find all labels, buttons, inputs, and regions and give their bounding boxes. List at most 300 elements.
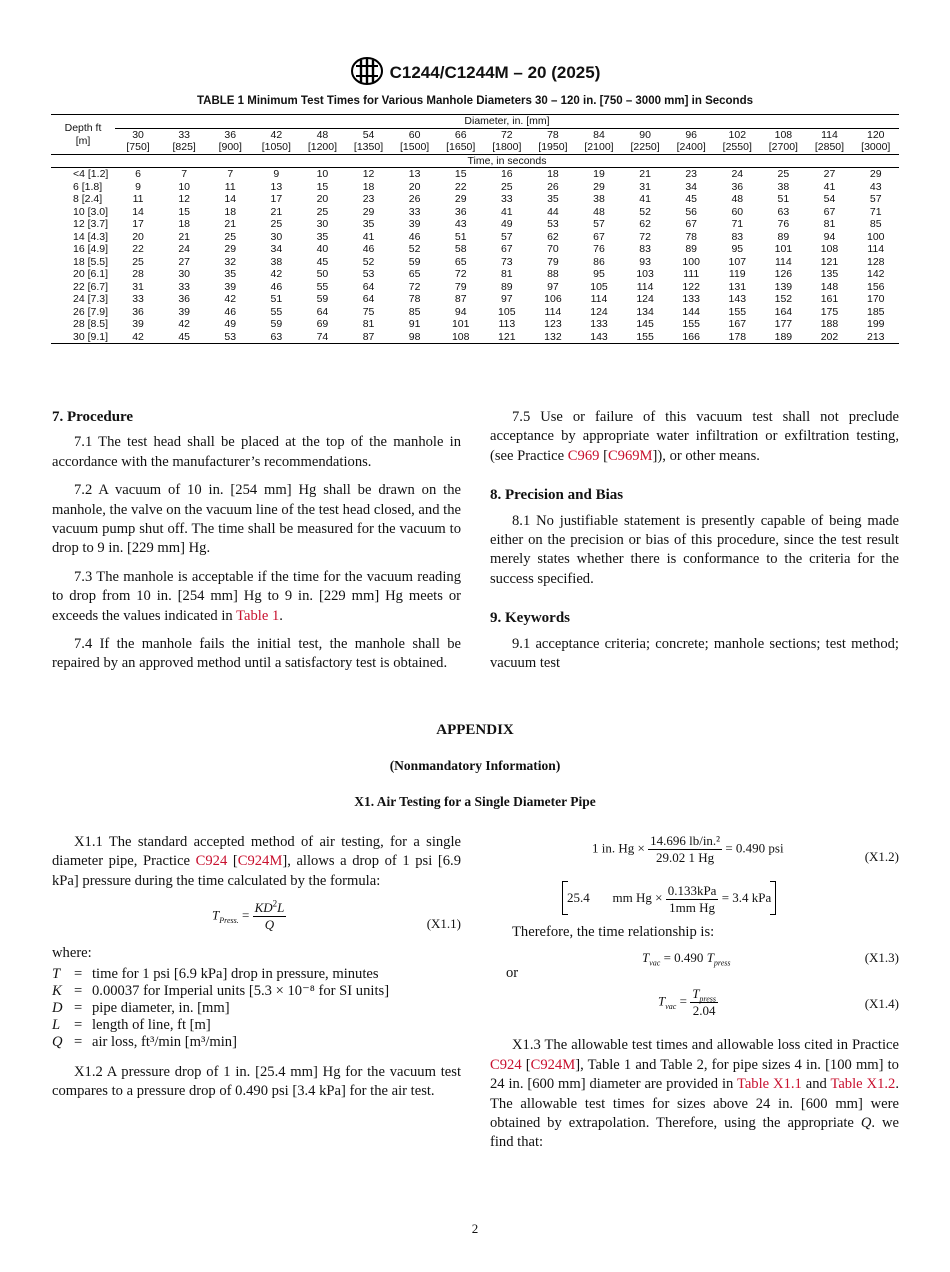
time-cell: 100: [682, 255, 700, 268]
table-1-link[interactable]: Table 1: [236, 607, 280, 624]
time-cell: 85: [869, 218, 882, 230]
appendix-right-column: [490, 833, 899, 1162]
equation-x1-4: $T_{vac}$ = $\frac{T_{press}}{2.04}$ (X1.4): [658, 986, 899, 1019]
time-cell: 177: [774, 318, 793, 330]
table-row: [51, 306, 899, 319]
time-cell: 67: [500, 243, 513, 255]
time-cell: 39: [224, 280, 237, 293]
time-cell: 51: [777, 193, 790, 205]
time-cell: 22: [454, 180, 467, 193]
time-cell: 75: [362, 305, 375, 318]
table-1: [51, 114, 899, 344]
variable-definitions: [52, 966, 461, 1051]
depth-header-m: [m]: [75, 134, 91, 147]
diameter-mm-cell: [1350]: [345, 141, 391, 154]
time-cell: 45: [685, 193, 698, 205]
diameter-mm-cell: [1950]: [530, 141, 576, 154]
time-cell: 72: [454, 268, 467, 280]
time-cell: 185: [866, 305, 885, 318]
time-cell: 25: [777, 168, 790, 180]
equation-x1-3-number: (X1.3): [864, 950, 899, 966]
time-cell: 59: [408, 255, 421, 268]
definition-text: time for 1 psi [6.9 kPa] drop in pressure, minutes: [92, 965, 379, 982]
table-row: [51, 243, 899, 256]
diameter-in-row: [51, 128, 899, 141]
time-cell: 97: [500, 293, 513, 305]
time-cell: 11: [224, 180, 236, 193]
diameter-mm-cell: [3000]: [853, 141, 899, 154]
appendix-left-column: [52, 833, 461, 1110]
time-cell: 39: [178, 305, 190, 318]
time-cell: 27: [823, 168, 836, 180]
time-cell: 152: [774, 293, 793, 305]
para-7-1: 7.1 The test head shall be placed at the top of the manhole in accordance with the manufacturer’s recommendations.: [52, 434, 461, 470]
time-cell: 54: [823, 193, 836, 205]
time-cell: 114: [867, 243, 885, 255]
time-cell: 18: [224, 205, 237, 218]
para-7-2: 7.2 A vacuum of 10 in. [254 mm] Hg shall be drawn on the manhole, the valve on the vacuum line of the test head closed, and the vacuum pump shut off. The time shall be measured for the vacuum to drop to 9 in. [229 mm] Hg.: [52, 482, 461, 557]
diameter-mm-row: [51, 141, 899, 154]
time-cell: 38: [777, 180, 790, 193]
time-cell: 114: [590, 293, 608, 305]
time-cell: 39: [408, 218, 421, 230]
time-cell: 133: [590, 318, 608, 330]
time-cell: 143: [728, 293, 747, 305]
section-8-title: 8. Precision and Bias: [490, 487, 624, 504]
para-9-1: 9.1 acceptance criteria; concrete; manhole sections; test method; vacuum test: [490, 635, 899, 672]
time-cell: 65: [408, 268, 421, 280]
time-cell: 76: [593, 243, 605, 255]
depth-cell: 10 [3.0]: [73, 205, 109, 218]
time-cell: 113: [498, 318, 516, 330]
c924-link-2[interactable]: C924: [490, 1056, 522, 1073]
diameter-in-cell: 114: [821, 128, 838, 141]
depth-cell: 16 [4.9]: [73, 243, 109, 255]
definition-symbol: K: [52, 982, 62, 999]
time-cell: 39: [132, 318, 144, 330]
time-cell: 42: [178, 318, 190, 330]
therefore-line: Therefore, the time relationship is:: [512, 924, 715, 940]
time-cell: 43: [454, 218, 467, 230]
diameter-mm-cell: [825]: [161, 141, 207, 154]
time-cell: 57: [593, 218, 605, 230]
time-cell: 18: [178, 218, 190, 230]
time-cell: 30: [316, 218, 329, 230]
time-cell: 62: [547, 230, 559, 243]
diameter-in-cell: 54: [362, 128, 375, 141]
time-cell: 25: [224, 230, 237, 243]
time-cell: 65: [454, 255, 467, 268]
table-row: [51, 231, 899, 244]
time-cell: 29: [224, 243, 237, 255]
time-cell: 36: [731, 180, 744, 193]
time-cell: 128: [866, 255, 885, 268]
diameter-in-cell: 30: [132, 128, 144, 141]
time-cell: 31: [639, 180, 651, 193]
time-cell: 44: [547, 205, 559, 218]
time-cell: 131: [728, 280, 747, 293]
para-x1-3: X1.3 The allowable test times and allowable loss cited in Practice C924 [C924M], Table 1 and Table 2, for pipe sizes 4 in. [100 mm] to 24 in. [600 mm] diameter are provided in Table X1.1 and Table X1.2. The allowable test times for sizes above 24 in. [600 mm] were obtained by extrapolation. Therefore, using the appropriate Q. we find that:: [490, 1037, 899, 1151]
time-cell: 24: [731, 168, 744, 180]
depth-cell: 8 [2.4]: [73, 193, 103, 205]
time-cell: 40: [316, 243, 329, 255]
time-cell: 25: [500, 180, 513, 193]
document-designation: C1244/C1244M – 20 (2025): [389, 62, 601, 82]
time-cell: 25: [316, 205, 329, 218]
depth-cell: 26 [7.9]: [73, 305, 109, 318]
diameter-in-cell: 108: [774, 128, 793, 141]
time-cell: 60: [731, 205, 744, 218]
time-cell: 87: [454, 293, 467, 305]
time-cell: 9: [273, 168, 280, 180]
para-x1-1: X1.1 The standard accepted method of air testing, for a single diameter pipe, Practice C924 [C924M], allows a drop of 1 psi [6.9 kPa] pressure during the time calculated by the formula:: [52, 834, 461, 889]
equation-x1-2: 1 in. Hg × $\frac{\text{14.696 lb/in.²}}{29.02 1 Hg}$ = 0.490 psi (X1.2): [592, 833, 899, 865]
document-header: [0, 56, 950, 91]
time-cell: 156: [866, 280, 885, 293]
time-cell: 79: [547, 255, 559, 268]
time-cell: 51: [454, 230, 467, 243]
definition-symbol: Q: [52, 1033, 63, 1050]
time-cell: 21: [224, 218, 237, 230]
table-x1-1-link[interactable]: Table X1.1: [736, 1076, 802, 1093]
time-cell: 81: [362, 318, 375, 330]
time-cell: 79: [454, 280, 467, 293]
time-cell: 11: [132, 193, 144, 205]
time-cell: 98: [392, 331, 438, 344]
time-cell: 76: [777, 218, 790, 230]
time-cell: 105: [590, 280, 608, 293]
time-cell: 21: [178, 230, 190, 243]
definition-row: K = 0.00037 for Imperial units [5.3 × 10⁻⁸ for SI units]: [52, 982, 390, 999]
time-cell: 53: [547, 218, 559, 230]
time-cell: 7: [227, 168, 234, 180]
time-cell: 15: [454, 168, 467, 180]
equation-x1-1: $T_{Press.}$ = $\frac{KD^2L}{Q}$ (X1.1): [212, 898, 461, 933]
time-cell: 121: [820, 255, 839, 268]
time-cell: 101: [774, 243, 793, 255]
time-cell: 27: [178, 255, 190, 268]
time-cell: 166: [668, 331, 714, 344]
definition-row: D = pipe diameter, in. [mm]: [52, 999, 230, 1016]
time-cell: 114: [636, 280, 654, 293]
time-cell: 73: [500, 255, 513, 268]
time-cell: 36: [132, 305, 144, 318]
time-cell: 148: [820, 280, 839, 293]
diameter-in-cell: 96: [685, 128, 698, 141]
time-cell: 111: [683, 268, 700, 280]
time-cell: 24: [178, 243, 190, 255]
time-cell: 72: [639, 230, 651, 243]
time-cell: 89: [500, 280, 513, 293]
definition-row: T = time for 1 psi [6.9 kPa] drop in pressure, minutes: [52, 965, 379, 982]
time-cell: 59: [270, 318, 283, 330]
time-cell: 155: [682, 318, 700, 330]
time-cell: 18: [547, 168, 559, 180]
diameter-mm-cell: [2400]: [668, 141, 714, 154]
time-cell: 34: [685, 180, 698, 193]
appendix-subtitle: (Nonmandatory Information): [389, 758, 561, 773]
table-row: [51, 218, 899, 231]
c969m-link[interactable]: C969M: [607, 447, 653, 464]
diameter-in-cell: 72: [500, 128, 513, 141]
c924-link[interactable]: C924: [195, 853, 228, 870]
diameter-mm-cell: [2850]: [806, 141, 852, 154]
time-cell: 10: [178, 180, 190, 193]
time-cell: 139: [774, 280, 793, 293]
time-cell: 81: [500, 268, 513, 280]
section-7-title: 7. Procedure: [52, 409, 134, 425]
time-cell: 64: [316, 305, 329, 318]
equation-x1-3: $T_{vac} = 0.490$ $T_{press}$ (X1.3): [642, 950, 899, 968]
definition-text: length of line, ft [m]: [92, 1016, 211, 1033]
time-cell: 15: [316, 180, 329, 193]
time-cell: 13: [270, 180, 283, 193]
time-cell: 94: [454, 305, 467, 318]
time-cell: 95: [593, 268, 605, 280]
time-cell: 64: [362, 293, 375, 305]
time-cell: 108: [820, 243, 839, 255]
diameter-mm-cell: [1200]: [299, 141, 345, 154]
appendix-title: APPENDIX: [436, 722, 514, 738]
diameter-mm-cell: [1050]: [253, 141, 299, 154]
time-cell: 83: [639, 243, 651, 255]
time-cell: 133: [682, 293, 700, 305]
table-row: [51, 281, 899, 294]
time-cell: 50: [316, 268, 329, 280]
depth-cell: 14 [4.3]: [73, 230, 109, 243]
time-cell: 122: [682, 280, 700, 293]
diameter-header: Diameter, in. [mm]: [115, 115, 899, 129]
diameter-mm-cell: [2250]: [622, 141, 668, 154]
para-x1-2: X1.2 A pressure drop of 1 in. [25.4 mm] Hg for the vacuum test compares to a pressure drop of 0.490 psi [3.4 kPa] for the air test.: [52, 1063, 461, 1100]
table-1-body: [51, 168, 899, 344]
diameter-mm-cell: [2100]: [576, 141, 622, 154]
definition-symbol: T: [52, 965, 61, 982]
depth-header: [51, 115, 115, 155]
time-cell: 33: [178, 280, 190, 293]
time-cell: 53: [207, 331, 253, 344]
time-cell: 41: [823, 180, 836, 193]
time-cell: 83: [731, 230, 744, 243]
time-cell: 25: [132, 255, 144, 268]
time-cell: 49: [224, 318, 237, 330]
time-cell: 32: [224, 255, 237, 268]
time-cell: 33: [408, 205, 421, 218]
time-cell: 45: [316, 255, 329, 268]
time-cell: 124: [636, 293, 654, 305]
time-cell: 119: [728, 268, 746, 280]
or-label: or: [506, 965, 519, 982]
diameter-mm-cell: [1500]: [392, 141, 438, 154]
depth-cell: 22 [6.7]: [73, 280, 109, 293]
time-cell: 29: [869, 168, 882, 180]
time-cell: 93: [639, 255, 651, 268]
time-cell: 49: [500, 218, 513, 230]
time-cell: 67: [685, 218, 698, 230]
time-cell: 52: [639, 205, 651, 218]
table-row: [51, 168, 899, 181]
time-cell: 97: [547, 280, 559, 293]
definition-symbol: D: [52, 999, 63, 1016]
definition-text: air loss, ft³/min [m³/min]: [92, 1033, 237, 1050]
time-cell: 123: [544, 318, 562, 330]
depth-cell: <4 [1.2]: [73, 168, 109, 180]
time-cell: 46: [224, 305, 237, 318]
c924m-link[interactable]: C924M: [237, 853, 283, 870]
time-cell: 135: [820, 268, 839, 280]
diameter-in-cell: 90: [639, 128, 651, 141]
time-header: Time, in seconds: [115, 154, 899, 168]
time-cell: 155: [622, 331, 668, 344]
definition-text: pipe diameter, in. [mm]: [92, 999, 230, 1016]
time-cell: 213: [853, 331, 899, 344]
table-row: [51, 293, 899, 306]
time-cell: 23: [362, 193, 375, 205]
time-cell: 34: [270, 243, 283, 255]
time-cell: 87: [345, 331, 391, 344]
time-cell: 36: [178, 293, 190, 305]
table-row: [51, 318, 899, 331]
time-cell: 20: [132, 230, 144, 243]
time-cell: 38: [270, 255, 283, 268]
time-cell: 106: [544, 293, 562, 305]
time-cell: 72: [408, 280, 421, 293]
time-cell: 89: [777, 230, 790, 243]
definition-text: 0.00037 for Imperial units [5.3 × 10⁻⁸ for SI units]: [92, 982, 390, 999]
time-cell: 35: [316, 230, 329, 243]
time-cell: 70: [547, 243, 559, 255]
time-cell: 63: [253, 331, 299, 344]
time-cell: 86: [593, 255, 605, 268]
time-cell: 29: [454, 193, 467, 205]
table-x1-2-link[interactable]: Table X1.2: [830, 1076, 896, 1093]
time-cell: 100: [866, 230, 885, 243]
time-cell: 134: [636, 305, 654, 318]
time-cell: 114: [775, 255, 792, 268]
time-cell: 155: [728, 305, 747, 318]
time-cell: 63: [777, 205, 790, 218]
time-cell: 19: [593, 168, 605, 180]
time-cell: 13: [408, 168, 421, 180]
time-cell: 51: [270, 293, 283, 305]
diameter-in-cell: 102: [728, 128, 747, 141]
time-cell: 14: [224, 193, 237, 205]
time-cell: 55: [316, 280, 329, 293]
time-cell: 167: [728, 318, 747, 330]
diameter-in-cell: 33: [178, 128, 190, 141]
time-cell: 20: [316, 193, 329, 205]
diameter-mm-cell: [1650]: [438, 141, 484, 154]
time-cell: 105: [498, 305, 516, 318]
equation-x1-2b: 25.4 mm Hg × $\frac{\text{0.133kPa}}{\text{1mm Hg}}$ = 3.4 kPa: [490, 879, 899, 923]
diameter-in-cell: 120: [866, 128, 885, 141]
right-column: [490, 408, 899, 682]
time-cell: 23: [685, 168, 698, 180]
time-cell: 145: [636, 318, 654, 330]
time-cell: 35: [547, 193, 559, 205]
depth-cell: 12 [3.7]: [73, 218, 109, 230]
time-cell: 81: [823, 218, 836, 230]
depth-cell: 28 [8.5]: [73, 318, 109, 330]
table-row: [51, 256, 899, 269]
time-cell: 144: [682, 305, 700, 318]
diameter-in-cell: 48: [316, 128, 329, 141]
time-cell: 18: [362, 180, 375, 193]
time-cell: 52: [408, 243, 421, 255]
time-cell: 124: [590, 305, 608, 318]
time-cell: 41: [639, 193, 651, 205]
diameter-in-cell: 60: [408, 128, 421, 141]
time-cell: 41: [362, 230, 375, 243]
time-cell: 21: [639, 168, 651, 180]
time-cell: 175: [820, 305, 839, 318]
time-cell: 48: [593, 205, 605, 218]
time-cell: 26: [408, 193, 421, 205]
c969-link[interactable]: C969: [567, 447, 600, 464]
time-cell: 132: [530, 331, 576, 344]
time-cell: 114: [544, 305, 562, 318]
time-cell: 17: [270, 193, 283, 205]
time-cell: 42: [270, 268, 283, 280]
time-cell: 30: [178, 268, 190, 280]
diameter-mm-cell: [2700]: [760, 141, 806, 154]
time-cell: 35: [362, 218, 375, 230]
table-row: [51, 268, 899, 281]
time-cell: 71: [731, 218, 744, 230]
time-cell: 55: [270, 305, 283, 318]
definition-row: L = length of line, ft [m]: [52, 1016, 211, 1033]
depth-cell: 20 [6.1]: [73, 268, 109, 280]
time-cell: 46: [362, 243, 375, 255]
time-cell: 10: [316, 168, 329, 180]
time-cell: 33: [500, 193, 513, 205]
left-column: [52, 408, 461, 683]
time-cell: 48: [731, 193, 744, 205]
time-cell: 43: [869, 180, 882, 193]
time-cell: 78: [408, 293, 421, 305]
time-cell: 103: [636, 268, 654, 280]
para-8-1: 8.1 No justifiable statement is presently capable of being made either on the precision or bias of this procedure, since the test result merely states whether there is conformance to the criteria for the success specified.: [490, 512, 899, 587]
time-cell: 35: [224, 268, 237, 280]
diameter-in-cell: 66: [454, 128, 467, 141]
time-cell: 71: [869, 205, 882, 218]
time-cell: 56: [685, 205, 698, 218]
definition-symbol: L: [52, 1016, 61, 1033]
c924m-link-2[interactable]: C924M: [530, 1056, 576, 1073]
time-cell: 33: [132, 293, 144, 305]
time-cell: 74: [299, 331, 345, 344]
diameter-mm-cell: [1800]: [484, 141, 530, 154]
time-cell: 164: [774, 305, 793, 318]
time-cell: 62: [639, 218, 651, 230]
time-cell: 46: [408, 230, 421, 243]
para-7-4: 7.4 If the manhole fails the initial test, the manhole shall be repaired by an approved method until a satisfactory test is obtained.: [52, 636, 461, 672]
time-cell: 78: [685, 230, 698, 243]
time-cell: 101: [451, 318, 470, 330]
depth-cell: 18 [5.5]: [73, 255, 109, 268]
time-cell: 16: [500, 168, 513, 180]
diameter-mm-cell: [750]: [115, 141, 161, 154]
time-cell: 41: [500, 205, 513, 218]
time-cell: 188: [820, 318, 839, 330]
equation-x1-1-number: (X1.1): [426, 916, 461, 932]
table-row: [51, 206, 899, 219]
time-cell: 28: [132, 268, 144, 280]
time-cell: 202: [806, 331, 852, 344]
time-cell: 126: [774, 268, 793, 280]
time-cell: 91: [408, 318, 421, 330]
depth-cell: 24 [7.3]: [73, 293, 109, 305]
